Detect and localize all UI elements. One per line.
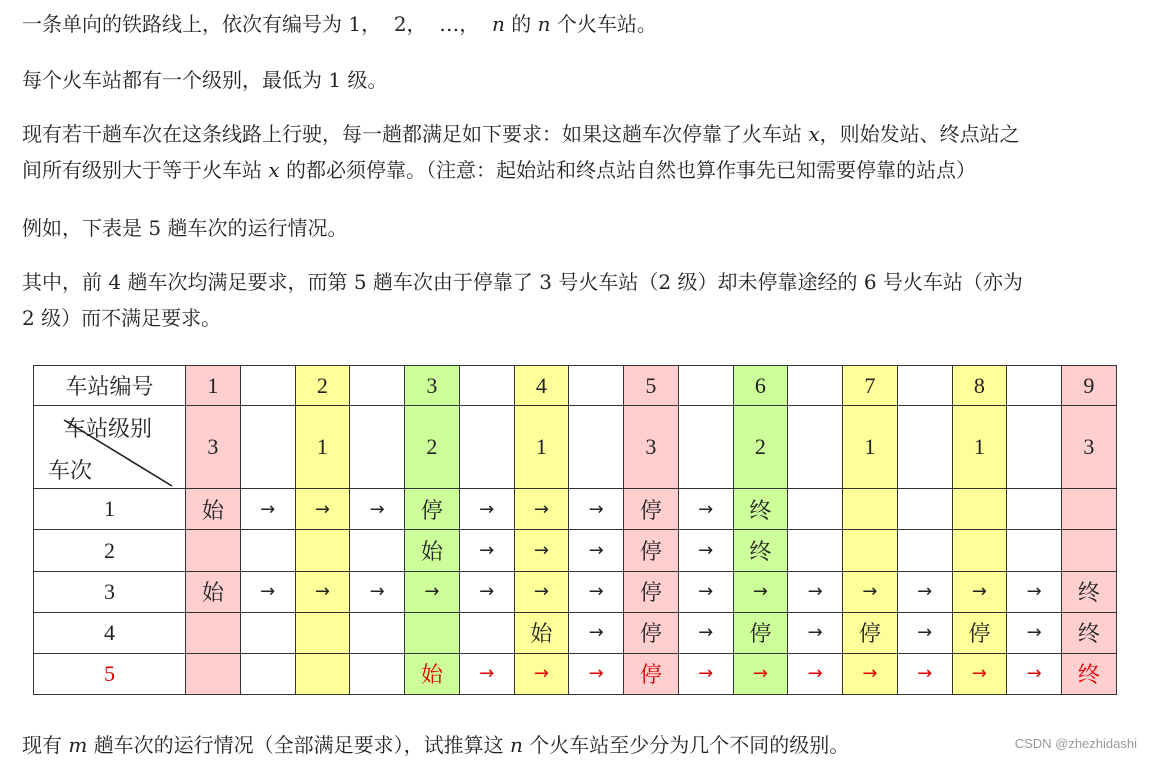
train-row — [34, 530, 1117, 571]
arrow-icon: → — [788, 571, 843, 612]
empty-cell — [240, 612, 295, 653]
number: 2 — [658, 270, 672, 294]
train-row — [34, 612, 1117, 653]
arrow-icon: → — [569, 571, 624, 612]
gap-cell — [240, 366, 295, 406]
text-span: 的都必须停靠。（注意：起始站和终点站自然也算作事先已知需要停靠的站点） — [286, 158, 976, 182]
text-span: 级）却未停靠途经的 — [677, 270, 858, 294]
train-id-cell: 4 — [34, 612, 186, 653]
text-span: 一条单向的铁路线上，依次有编号为 — [22, 12, 342, 36]
arrow-icon: → — [788, 612, 843, 653]
text-span: 个火车站。 — [556, 12, 657, 36]
empty-cell — [350, 612, 405, 653]
arrow-icon: → — [405, 571, 460, 612]
station-number-cell: 7 — [843, 366, 898, 406]
math-n: n — [510, 733, 523, 757]
text-span: 现有 — [22, 733, 62, 757]
empty-cell — [1062, 489, 1117, 530]
stop-marker-cell: 停 — [624, 489, 679, 530]
stop-marker-cell: 停 — [624, 530, 679, 571]
gap-cell — [350, 406, 405, 489]
math-n: n — [491, 12, 505, 36]
train-row — [34, 571, 1117, 612]
stop-marker-cell: 终 — [733, 530, 788, 571]
arrow-icon: → — [514, 530, 569, 571]
station-level-cell: 3 — [186, 406, 241, 489]
gap-cell — [897, 366, 952, 406]
stop-marker-cell: 终 — [733, 489, 788, 530]
gap-cell — [897, 406, 952, 489]
text-span: 的 — [511, 12, 532, 36]
arrow-icon: → — [678, 530, 733, 571]
empty-cell — [897, 489, 952, 530]
paragraph-levels — [22, 62, 387, 98]
arrow-icon: → — [459, 653, 514, 694]
stop-marker-cell: 始 — [405, 653, 460, 694]
arrow-icon: → — [459, 530, 514, 571]
arrow-icon: → — [514, 489, 569, 530]
station-level-cell: 3 — [624, 406, 679, 489]
text-span: 趟车次的运行情况（全部满足要求），试推算这 — [93, 733, 504, 757]
arrow-icon: → — [569, 489, 624, 530]
text-span: 号火车站（亦为 — [882, 270, 1023, 294]
arrow-icon: → — [678, 612, 733, 653]
empty-cell — [897, 530, 952, 571]
arrow-icon: → — [514, 571, 569, 612]
arrow-icon: → — [897, 612, 952, 653]
arrow-icon: → — [678, 653, 733, 694]
empty-cell — [788, 530, 843, 571]
text-span: 级。 — [347, 68, 388, 92]
paragraph-intro — [22, 6, 657, 42]
station-level-cell: 1 — [514, 406, 569, 489]
text-span: 每个火车站都有一个级别，最低为 — [22, 68, 322, 92]
number: 4 — [108, 270, 122, 294]
gap-cell — [350, 366, 405, 406]
paragraph-rules — [22, 116, 1020, 188]
stop-marker-cell: 停 — [624, 571, 679, 612]
empty-cell — [350, 530, 405, 571]
arrow-icon: → — [295, 571, 350, 612]
number: 1 — [328, 68, 342, 92]
station-level-cell: 2 — [405, 406, 460, 489]
stop-marker-cell: 停 — [843, 612, 898, 653]
train-stops-table — [33, 365, 1117, 695]
stop-marker-cell: 停 — [405, 489, 460, 530]
station-number-cell: 9 — [1062, 366, 1117, 406]
arrow-icon: → — [733, 571, 788, 612]
empty-cell — [843, 530, 898, 571]
text-span: 现有若干趟车次在这条线路上行驶，每一趟都满足如下要求：如果这趟车次停靠了火车站 — [22, 122, 802, 146]
gap-cell — [1007, 366, 1062, 406]
empty-cell — [295, 612, 350, 653]
stop-marker-cell: 终 — [1062, 571, 1117, 612]
gap-cell — [240, 406, 295, 489]
station-number-cell: 6 — [733, 366, 788, 406]
station-number-cell: 3 — [405, 366, 460, 406]
empty-cell — [405, 612, 460, 653]
train-id-cell: 1 — [34, 489, 186, 530]
empty-cell — [240, 653, 295, 694]
paragraph-example — [22, 210, 347, 246]
arrow-icon: → — [733, 653, 788, 694]
paragraph-explanation — [22, 264, 1023, 336]
gap-cell — [569, 366, 624, 406]
arrow-icon: → — [350, 571, 405, 612]
arrow-icon: → — [569, 612, 624, 653]
arrow-icon: → — [295, 489, 350, 530]
stop-marker-cell: 停 — [733, 612, 788, 653]
station-level-cell: 2 — [733, 406, 788, 489]
arrow-icon: → — [1007, 653, 1062, 694]
arrow-icon: → — [240, 571, 295, 612]
math-x: x — [808, 122, 820, 146]
stop-marker-cell: 停 — [624, 653, 679, 694]
gap-cell — [678, 366, 733, 406]
arrow-icon: → — [514, 653, 569, 694]
text-span: 个火车站至少分为几个不同的级别。 — [529, 733, 850, 757]
text-span: 间所有级别大于等于火车站 — [22, 158, 262, 182]
number-2: 2， — [393, 12, 427, 36]
stop-marker-cell: 始 — [186, 571, 241, 612]
number: 5 — [353, 270, 367, 294]
gap-cell — [569, 406, 624, 489]
arrow-icon: → — [459, 489, 514, 530]
corner-label-level: 车站级别 — [64, 417, 153, 443]
arrow-icon: → — [569, 530, 624, 571]
station-level-cell: 3 — [1062, 406, 1117, 489]
stop-marker-cell: 始 — [405, 530, 460, 571]
number: 5 — [148, 216, 162, 240]
header-station-number: 车站编号 — [34, 366, 186, 406]
station-level-cell: 1 — [843, 406, 898, 489]
station-number-cell: 5 — [624, 366, 679, 406]
empty-cell — [788, 489, 843, 530]
watermark: CSDN @zhezhidashi — [1014, 736, 1137, 751]
arrow-icon: → — [678, 571, 733, 612]
station-number-cell: 1 — [186, 366, 241, 406]
stop-marker-cell: 终 — [1062, 612, 1117, 653]
text-span: 趟车次的运行情况。 — [167, 216, 348, 240]
train-id-cell: 5 — [34, 653, 186, 694]
stop-marker-cell: 停 — [952, 612, 1007, 653]
arrow-icon: → — [678, 489, 733, 530]
empty-cell — [1007, 530, 1062, 571]
empty-cell — [952, 530, 1007, 571]
text-span: 级）而不满足要求。 — [41, 306, 222, 330]
stop-marker-cell: 始 — [514, 612, 569, 653]
arrow-icon: → — [897, 653, 952, 694]
math-x: x — [268, 158, 280, 182]
arrow-icon: → — [1007, 571, 1062, 612]
math-m: m — [68, 733, 88, 757]
train-row — [34, 653, 1117, 694]
train-id-cell: 3 — [34, 571, 186, 612]
arrow-icon: → — [240, 489, 295, 530]
text-span: 趟车次均满足要求，而第 — [127, 270, 348, 294]
train-id-cell: 2 — [34, 530, 186, 571]
station-number-cell: 8 — [952, 366, 1007, 406]
empty-cell — [952, 489, 1007, 530]
arrow-icon: → — [843, 571, 898, 612]
empty-cell — [186, 612, 241, 653]
stop-marker-cell: 始 — [186, 489, 241, 530]
arrow-icon: → — [897, 571, 952, 612]
arrow-icon: → — [569, 653, 624, 694]
number: 2 — [22, 306, 35, 330]
text-span: 其中，前 — [22, 270, 102, 294]
empty-cell — [295, 530, 350, 571]
arrow-icon: → — [788, 653, 843, 694]
station-level-cell: 1 — [952, 406, 1007, 489]
train-row — [34, 489, 1117, 530]
gap-cell — [1007, 406, 1062, 489]
stop-marker-cell: 停 — [624, 612, 679, 653]
arrow-icon: → — [350, 489, 405, 530]
number: 3 — [539, 270, 552, 294]
empty-cell — [1062, 530, 1117, 571]
arrow-icon: → — [1007, 612, 1062, 653]
arrow-icon: → — [459, 571, 514, 612]
gap-cell — [788, 406, 843, 489]
math-n: n — [537, 12, 551, 36]
corner-label-train: 车次 — [48, 459, 93, 485]
paragraph-question — [22, 727, 849, 763]
station-number-cell: 4 — [514, 366, 569, 406]
gap-cell — [459, 406, 514, 489]
arrow-icon: → — [843, 653, 898, 694]
number-1: 1， — [348, 12, 382, 36]
station-level-cell: 1 — [295, 406, 350, 489]
empty-cell — [843, 489, 898, 530]
text-span: 号火车站（ — [558, 270, 659, 294]
arrow-icon: → — [952, 571, 1007, 612]
empty-cell — [240, 530, 295, 571]
number: 6 — [863, 270, 877, 294]
empty-cell — [295, 653, 350, 694]
empty-cell — [459, 612, 514, 653]
empty-cell — [350, 653, 405, 694]
text-span: 趟车次由于停靠了 — [372, 270, 533, 294]
empty-cell — [186, 530, 241, 571]
empty-cell — [186, 653, 241, 694]
station-number-cell: 2 — [295, 366, 350, 406]
text-span: 例如，下表是 — [22, 216, 142, 240]
ellipsis: …， — [439, 12, 480, 36]
stop-marker-cell: 终 — [1062, 653, 1117, 694]
text-span: ，则始发站、终点站之 — [819, 122, 1020, 146]
gap-cell — [788, 366, 843, 406]
gap-cell — [459, 366, 514, 406]
empty-cell — [1007, 489, 1062, 530]
arrow-icon: → — [952, 653, 1007, 694]
corner-header — [34, 406, 186, 489]
gap-cell — [678, 406, 733, 489]
